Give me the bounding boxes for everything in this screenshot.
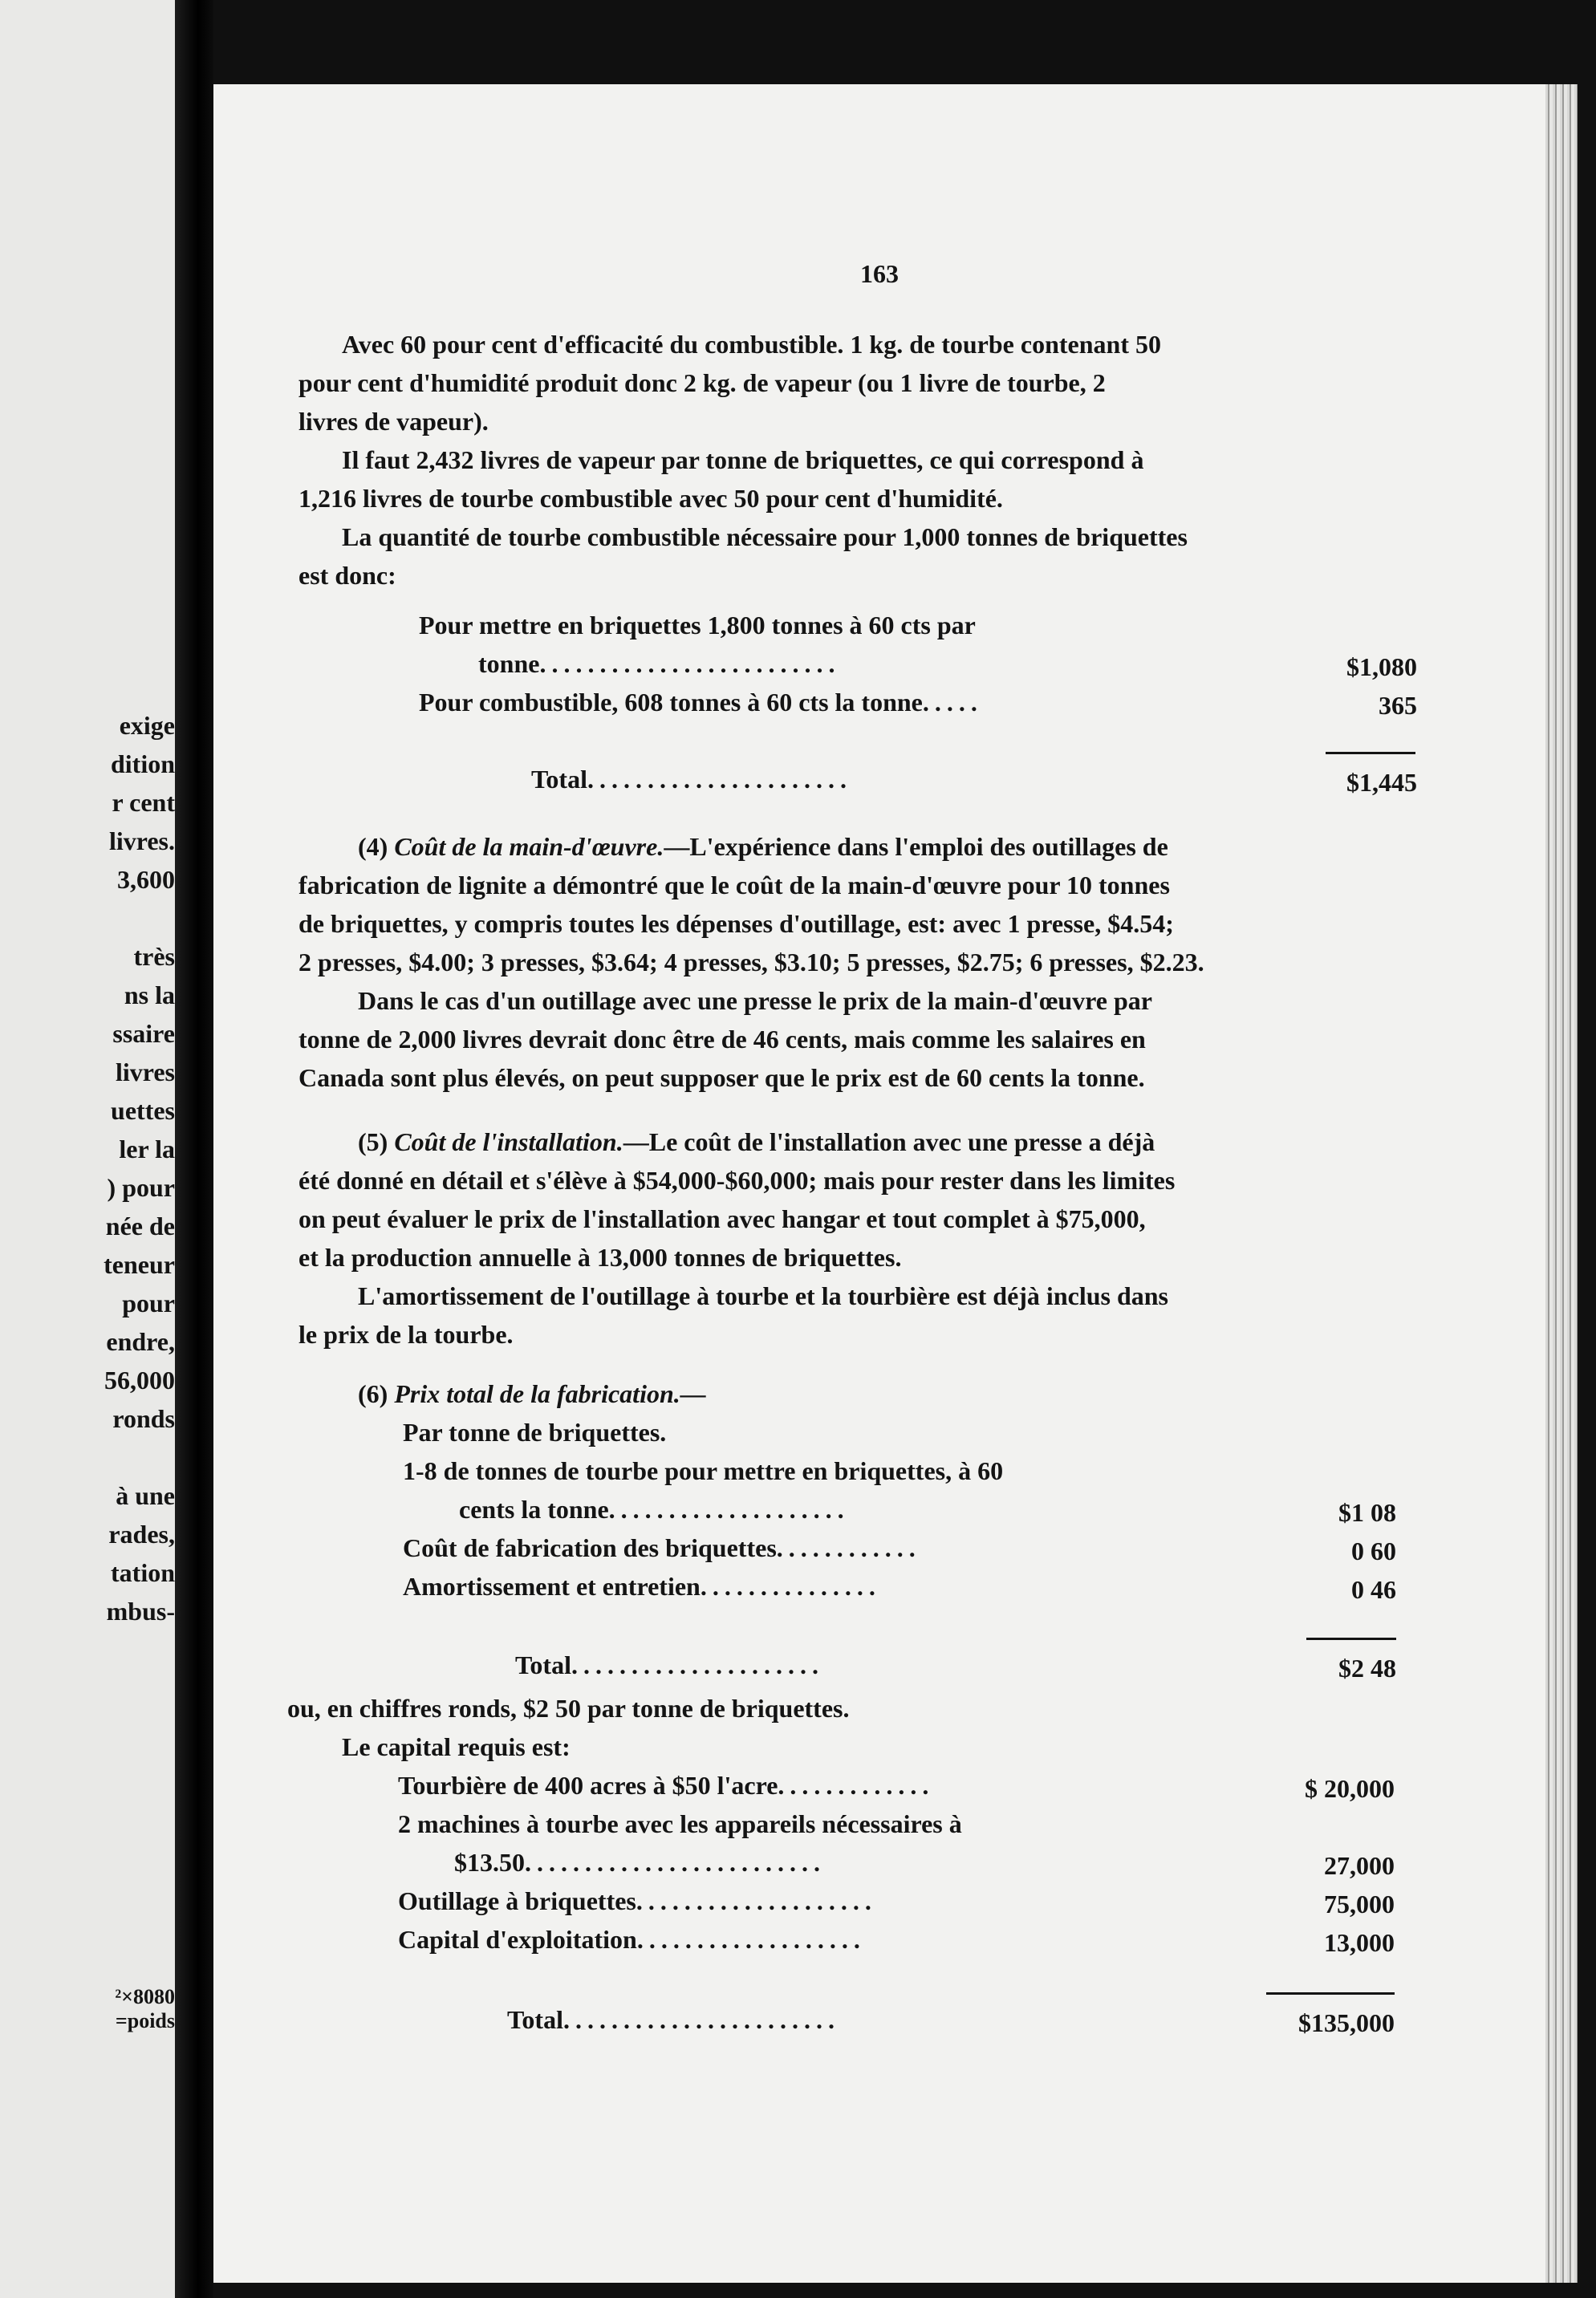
capital-row2-amount: 27,000 [1324,1851,1395,1880]
section4-line: tonne de 2,000 livres devrait donc être de 46 cents, mais comme les salaires en [298,1025,1146,1054]
para1-line: pour cent d'humidité produit donc 2 kg. de vapeur (ou 1 livre de tourbe, 2 [298,368,1106,397]
page-number: 163 [860,259,899,288]
section6-row1-line2: cents la tonne.................... [459,1495,850,1524]
left-fragment: pour [122,1289,175,1317]
table1-row1-amount: $1,080 [1346,652,1417,681]
document-page [213,84,1545,2283]
left-fragment: exige [119,711,175,740]
left-fragment: uettes [111,1096,175,1125]
section5-line: on peut évaluer le prix de l'installation avec hangar et tout complet à $75,000, [298,1204,1146,1233]
left-fragment: ronds [112,1404,175,1433]
left-fragment: dition [110,749,175,778]
capital-intro: Le capital requis est: [342,1732,571,1761]
section6-row1-amount: $1 08 [1338,1498,1396,1527]
capital-row1: Tourbière de 400 acres à $50 l'acre............. [398,1771,935,1800]
left-fragment: endre, [106,1327,175,1356]
para2-line: 1,216 livres de tourbe combustible avec 50 pour cent d'humidité. [298,484,1003,513]
section4-line: Canada sont plus élevés, on peut supposer que le prix est de 60 cents la tonne. [298,1063,1145,1092]
para3-line: La quantité de tourbe combustible nécessaire pour 1,000 tonnes de briquettes [342,522,1188,551]
section4-line: Dans le cas d'un outillage avec une presse le prix de la main-d'œuvre par [358,986,1152,1015]
left-fragment: ns la [124,981,175,1009]
section5-line: été donné en détail et s'élève à $54,000-$60,000; mais pour rester dans les limites [298,1166,1176,1195]
section4-line: de briquettes, y compris toutes les dépenses d'outillage, est: avec 1 presse, $4.54; [298,909,1174,938]
table1-total-amount: $1,445 [1346,768,1417,797]
capital-total-amount: $135,000 [1298,2008,1395,2037]
section6-summary: ou, en chiffres ronds, $2 50 par tonne de briquettes. [287,1694,850,1723]
left-fragment: très [133,942,175,971]
left-fragment: née de [105,1212,175,1240]
table1-row2-amount: 365 [1379,691,1417,720]
section6-row3: Amortissement et entretien............... [403,1572,881,1601]
left-fragment: mbus- [106,1597,175,1626]
book-spine [175,0,213,2298]
table1-row1-line1: Pour mettre en briquettes 1,800 tonnes à 60 cts par [419,611,976,639]
left-fragment: rades, [108,1520,175,1549]
table1-sum-rule [1326,752,1415,754]
section6-total: Total..................... [515,1650,824,1679]
table1-total: Total...................... [531,765,852,794]
section6-row3-amount: 0 46 [1351,1575,1396,1604]
capital-row1-amount: $ 20,000 [1305,1774,1395,1803]
left-fragment: 56,000 [104,1366,175,1395]
capital-row2-line1: 2 machines à tourbe avec les appareils nécessaires à [398,1809,962,1838]
para2-line: Il faut 2,432 livres de vapeur par tonne de briquettes, ce qui correspond à [342,445,1144,474]
table1-row1-line2: tonne......................... [478,649,841,678]
left-fragment: à une [116,1481,175,1510]
section4-line: fabrication de lignite a démontré que le coût de la main-d'œuvre pour 10 tonnes [298,871,1170,899]
section5-line: (5) Coût de l'installation.—Le coût de l'installation avec une presse a déjà [358,1127,1155,1156]
section6-heading: (6) Prix total de la fabrication.— [358,1379,706,1408]
left-fragment: r cent [112,788,175,817]
left-fragment: ssaire [112,1019,175,1048]
section6-subhead: Par tonne de briquettes. [403,1418,667,1447]
left-fragment: =poids [115,2009,175,2032]
left-fragment: 3,600 [117,865,175,894]
capital-sum-rule [1266,1992,1395,1995]
section4-line: 2 presses, $4.00; 3 presses, $3.64; 4 presses, $3.10; 5 presses, $2.75; 6 presses, $2.23. [298,948,1204,976]
section4-line: (4) Coût de la main-d'œuvre.—L'expérience dans l'emploi des outillages de [358,832,1168,861]
left-facing-page [0,0,175,2298]
left-fragment: livres [115,1058,175,1086]
section6-total-amount: $2 48 [1338,1654,1396,1683]
section5-line: L'amortissement de l'outillage à tourbe et la tourbière est déjà inclus dans [358,1281,1168,1310]
section6-row2-amount: 0 60 [1351,1537,1396,1565]
para1-line: livres de vapeur). [298,407,489,436]
section6-sum-rule [1306,1638,1396,1640]
section6-row1-line1: 1-8 de tonnes de tourbe pour mettre en briquettes, à 60 [403,1456,1004,1485]
para3-line: est donc: [298,561,396,590]
capital-row4-amount: 13,000 [1324,1928,1395,1957]
left-fragment: tation [111,1558,175,1587]
capital-row3-amount: 75,000 [1324,1890,1395,1918]
table1-row2: Pour combustible, 608 tonnes à 60 cts la tonne..... [419,688,983,717]
left-fragment: ) pour [107,1173,175,1202]
left-fragment: ²×8080 [115,1985,175,2008]
left-fragment: livres. [108,826,175,855]
section5-line: et la production annuelle à 13,000 tonnes de briquettes. [298,1243,902,1272]
para1-line: Avec 60 pour cent d'efficacité du combustible. 1 kg. de tourbe contenant 50 [342,330,1161,359]
page-edge [1545,84,1578,2283]
capital-row3: Outillage à briquettes.................... [398,1886,877,1915]
section6-row2: Coût de fabrication des briquettes............ [403,1533,921,1562]
capital-total: Total....................... [507,2005,840,2034]
section5-line: le prix de la tourbe. [298,1320,514,1349]
capital-row4: Capital d'exploitation................... [398,1925,866,1954]
left-fragment: teneur [104,1250,175,1279]
left-fragment: ler la [119,1135,175,1163]
capital-row2-line2: $13.50......................... [454,1848,826,1877]
